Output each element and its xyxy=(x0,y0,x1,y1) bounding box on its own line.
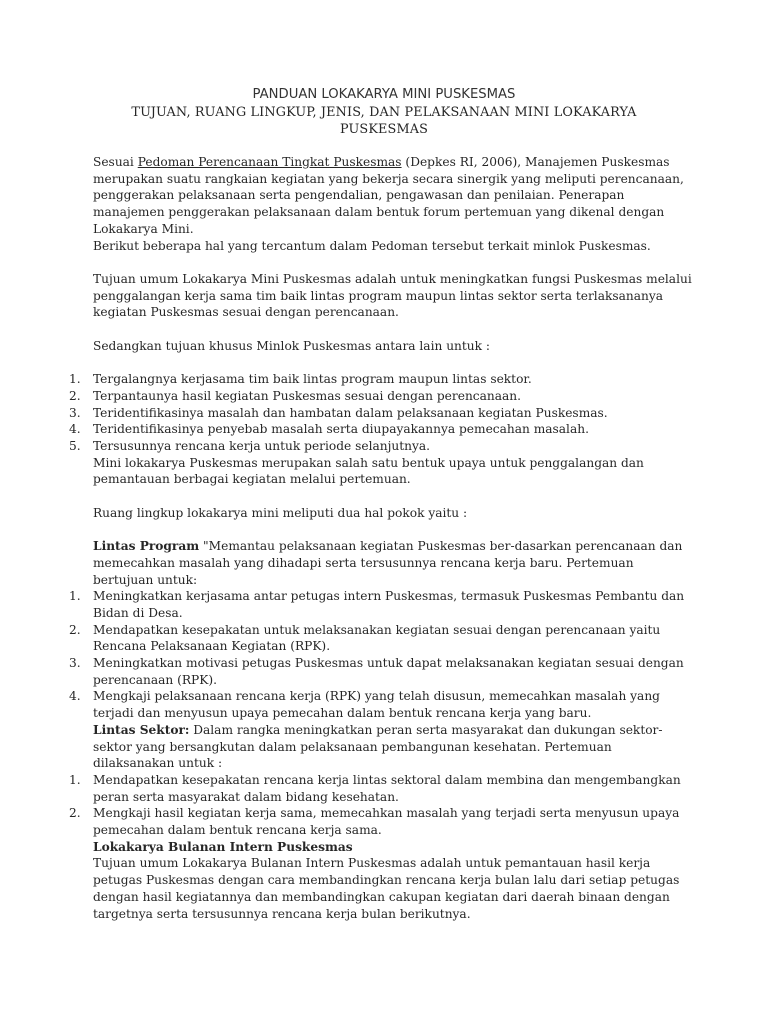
list-number: 1. xyxy=(69,772,81,787)
list-item xyxy=(69,772,693,805)
list-text: Mendapatkan kesepakatan untuk melaksanakan kegiatan sesuai dengan perencanaan yaitu Rencana Pelaksanaan Kegiatan (RPK). xyxy=(93,622,661,654)
intro-lead: Sesuai xyxy=(93,155,138,169)
list-number: 1. xyxy=(69,589,81,604)
lintas-sektor-paragraph xyxy=(93,722,693,772)
lintas-sektor-list xyxy=(69,772,693,839)
list-item xyxy=(69,388,693,405)
list-item xyxy=(69,688,693,721)
list-text: Mendapatkan kesepakatan rencana kerja lintas sektoral dalam membina dan mengembangkan peran serta masyarakat dalam bidang kesehatan. xyxy=(93,772,681,804)
list-number: 4. xyxy=(69,689,81,704)
list-item xyxy=(69,421,693,438)
list-number: 3. xyxy=(69,405,81,420)
bulanan-paragraph: Tujuan umum Lokakarya Bulanan Intern Puskesmas adalah untuk pemantauan hasil kerja petugas Puskesmas dengan cara membandingkan rencana kerja bulan lalu dari setiap petugas dengan hasil kegiatannya dan membandingkan cakupan kegiatan dari daerah binaan dengan targetnya serta tersusunnya rencana kerja bulan berikutnya. xyxy=(93,856,680,921)
list-text: Meningkatkan kerjasama antar petugas intern Puskesmas, termasuk Puskesmas Pembantu dan Bidan di Desa. xyxy=(93,589,685,620)
lintas-program-list xyxy=(69,588,693,722)
list-text: Teridentifikasinya penyebab masalah serta diupayakannya pemecahan masalah. xyxy=(93,422,589,437)
minlok-description: Mini lokakarya Puskesmas merupakan salah satu bentuk upaya untuk penggalangan dan pemantauan berbagai kegiatan melalui pertemuan. xyxy=(93,455,644,487)
list-item xyxy=(69,655,693,688)
list-item xyxy=(69,805,693,838)
document-title: PANDUAN LOKAKARYA MINI PUSKESMAS xyxy=(252,87,516,102)
lintas-program-paragraph xyxy=(93,538,693,588)
list-text: Terpantaunya hasil kegiatan Puskesmas sesuai dengan perencanaan. xyxy=(93,388,521,403)
list-text: Meningkatkan motivasi petugas Puskesmas untuk dapat melaksanakan kegiatan sesuai dengan perencanaan (RPK). xyxy=(93,656,684,687)
list-text: Tergalangnya kerjasama tim baik lintas program maupun lintas sektor. xyxy=(93,372,532,387)
list-number: 2. xyxy=(69,388,81,403)
list-item xyxy=(69,588,693,621)
pedoman-link[interactable]: Pedoman Perencanaan Tingkat Puskesmas xyxy=(137,155,402,169)
list-number: 5. xyxy=(69,438,81,453)
list-number: 3. xyxy=(69,656,81,671)
list-item xyxy=(69,405,693,422)
list-text: Mengkaji pelaksanaan rencana kerja (RPK) yang telah disusun, memecahkan masalah yang terjadi dan menyusun upaya pemecahan dalam bentuk rencana kerja yang baru. xyxy=(93,689,660,721)
lintas-program-label: Lintas Program xyxy=(93,539,200,554)
tujuan-khusus-intro: Sedangkan tujuan khusus Minlok Puskesmas antara lain untuk : xyxy=(93,338,491,353)
list-number: 4. xyxy=(69,422,81,437)
bulanan-heading: Lokakarya Bulanan Intern Puskesmas xyxy=(93,839,353,854)
list-number: 1. xyxy=(69,372,81,387)
document-body xyxy=(69,154,693,922)
intro-rest: (Depkes RI, 2006), Manajemen Puskesmas merupakan suatu rangkaian kegiatan yang bekerja secara sinergik yang meliputi perencanaan, penggerakan pelaksanaan serta pengendalian, pengawasan dan penilaian. Penerapan manajemen penggerakan pelaksanaan dalam bentuk forum pertemuan yang dikenal dengan Lokakarya Mini. xyxy=(93,155,684,236)
list-item xyxy=(69,438,693,455)
tujuan-khusus-list xyxy=(69,371,693,455)
tujuan-umum-paragraph: Tujuan umum Lokakarya Mini Puskesmas adalah untuk meningkatkan fungsi Puskesmas melalui penggalangan kerja sama tim baik lintas program maupun lintas sektor serta terlaksananya kegiatan Puskesmas sesuai dengan perencanaan. xyxy=(93,271,692,320)
intro-followup: Berikut beberapa hal yang tercantum dalam Pedoman tersebut terkait minlok Puskesmas. xyxy=(93,238,651,253)
list-text: Tersusunnya rencana kerja untuk periode selanjutnya. xyxy=(93,438,431,453)
intro-paragraph xyxy=(93,154,693,238)
list-item xyxy=(69,371,693,388)
list-number: 2. xyxy=(69,806,81,821)
list-item xyxy=(69,622,693,655)
lintas-program-text: "Memantau pelaksanaan kegiatan Puskesmas ber-dasarkan perencanaan dan memecahkan masalah yang dihadapi serta tersusunnya rencana kerja baru. Pertemuan bertujuan untuk: xyxy=(93,539,683,587)
document-subtitle: TUJUAN, RUANG LINGKUP, JENIS, DAN PELAKSANAAN MINI LOKAKARYA PUSKESMAS xyxy=(131,105,637,137)
ruang-lingkup-intro: Ruang lingkup lokakarya mini meliputi dua hal pokok yaitu : xyxy=(93,505,468,520)
lintas-sektor-label: Lintas Sektor: xyxy=(93,722,190,737)
lintas-sektor-text: Dalam rangka meningkatkan peran serta masyarakat dan dukungan sektor-sektor yang bersangkutan dalam pelaksanaan pembangunan kesehatan. Pertemuan dilaksanakan untuk : xyxy=(93,722,663,771)
list-number: 2. xyxy=(69,622,81,637)
list-text: Mengkaji hasil kegiatan kerja sama, memecahkan masalah yang terjadi serta menyusun upaya pemecahan dalam bentuk rencana kerja sama. xyxy=(93,806,680,838)
list-text: Teridentifikasinya masalah dan hambatan dalam pelaksanaan kegiatan Puskesmas. xyxy=(93,405,608,420)
